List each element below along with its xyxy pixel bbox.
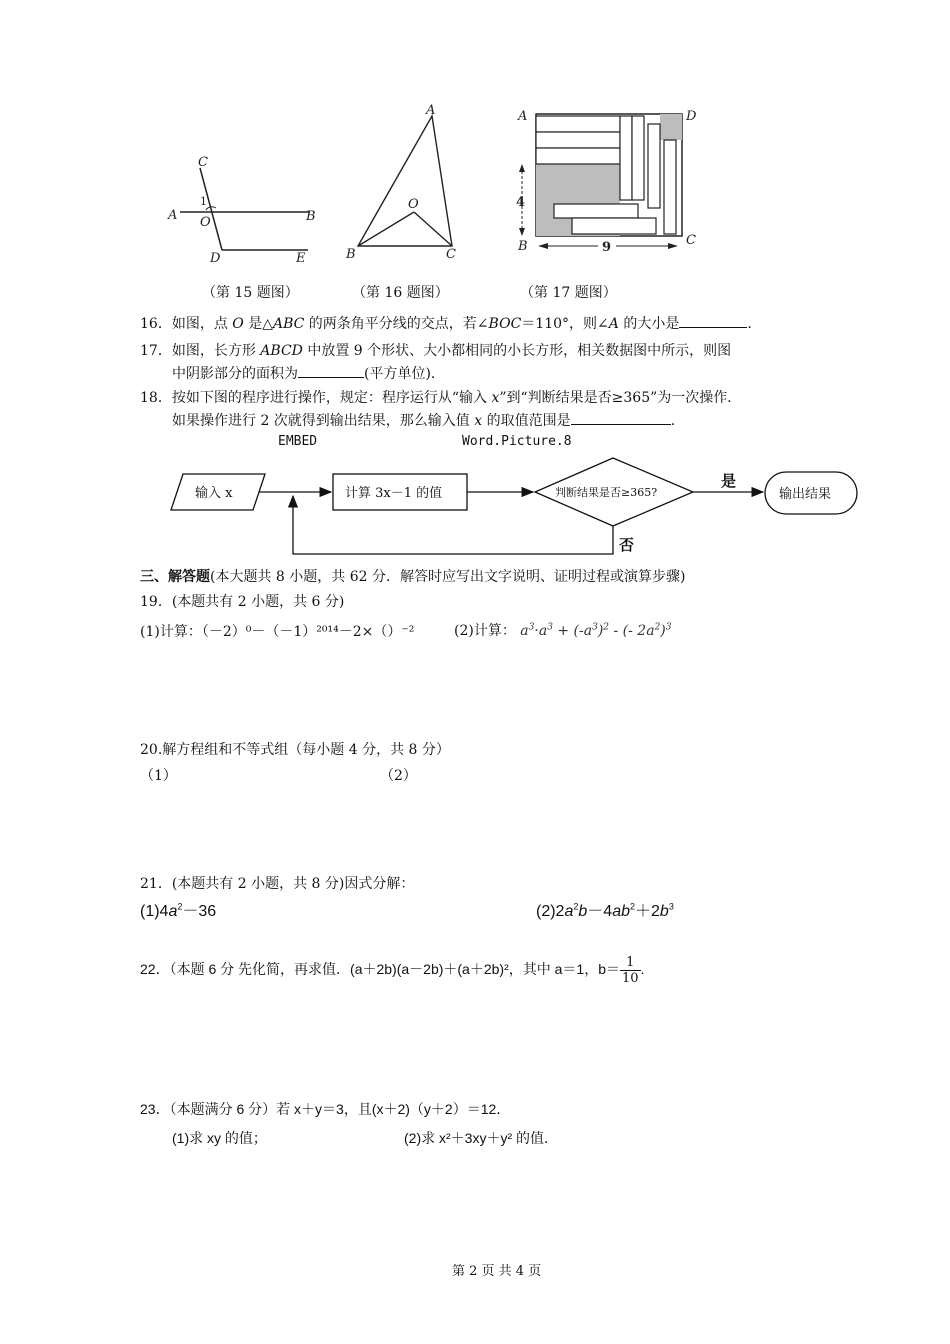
q19-part-2-label: (2)计算： [454, 623, 516, 639]
q19-part-1: (1)计算：（－2）⁰－（－1）²⁰¹⁴－2×（）⁻² [140, 624, 415, 640]
fig17-label-a: A [518, 109, 528, 124]
q21-p2-ab: ab [612, 903, 630, 920]
q18-line2-x: x [474, 413, 483, 429]
question-18-line2 [172, 410, 675, 430]
fig17-label-d: D [686, 109, 697, 124]
q22-end: . [640, 961, 645, 978]
q20-part-1: （1） [140, 768, 177, 784]
q18-line2-2: 的取值范围是 [482, 413, 571, 429]
q23-part-2: (2)求 x²＋3xy＋y² 的值． [404, 1130, 558, 1146]
question-18 [140, 387, 741, 407]
flowchart-input-label: 输入 x [195, 486, 233, 501]
fig16-caption: （第 16 题图） [352, 285, 449, 301]
q23-part-1: (1)求 xy 的值； [172, 1130, 267, 1146]
fig16-label-b: B [346, 247, 356, 262]
q17-line2-1: 中阴影部分的面积为 [172, 366, 298, 382]
flowchart-yes-label: 是 [721, 472, 737, 490]
q17-line2-2: (平方单位)． [364, 366, 445, 382]
figure-16 [340, 100, 470, 265]
fig15-label-e: E [296, 251, 306, 266]
fig17-caption: （第 17 题图） [520, 285, 617, 301]
q16-o: O [232, 316, 244, 332]
section-3-desc: (本大题共 8 小题，共 62 分．解答时应写出文字说明、证明过程或演算步骤) [210, 569, 686, 585]
q16-boc: BOC [488, 316, 522, 332]
fig15-label-b: B [306, 209, 316, 224]
q21-p2-pre: (2)2 [536, 903, 565, 920]
q16-text-1: 如图，点 [171, 316, 233, 332]
q20-part-2: （2） [380, 768, 417, 784]
q21-part-1: $(1)4a^2-36$ [140, 901, 217, 920]
q17-text-2: 中放置 9 个形状、大小都相同的小长方形，相关数据图中所示，则图 [302, 343, 732, 359]
q21-p2-b3: b [659, 903, 669, 920]
fig15-caption: （第 15 题图） [202, 285, 299, 301]
q22-number: 22． [140, 961, 170, 978]
q18-text-1: 按如下图的程序进行操作，规定：程序运行从“输入 [171, 390, 492, 406]
q18-x: x [491, 390, 500, 406]
q21-p2-mid2: ＋2 [635, 903, 660, 920]
q18-text-2: ”到“判断结果是否≥365”为一次操作． [499, 390, 742, 406]
q21-p2-mid: －4 [587, 903, 613, 920]
flowchart-output-label: 输出结果 [779, 487, 832, 502]
q18-line2-1: 如果操作进行 2 次就得到输出结果，那么输入值 [172, 413, 475, 429]
flowchart-judge-label: 判断结果是否≥365? [555, 486, 658, 499]
fig15-label-o: O [200, 215, 211, 230]
q21-p2-a: a [564, 903, 574, 920]
q16-a: A [608, 316, 619, 332]
q17-text-1: 如图，长方形 [171, 343, 261, 359]
q21-header: 21．(本题共有 2 小题，共 8 分)因式分解： [140, 876, 415, 892]
section-3-title: 三、解答题 [140, 569, 210, 585]
fig17-label-4: 4 [516, 195, 526, 210]
q19-part-2 [454, 620, 672, 640]
fig15-label-d: D [210, 251, 221, 266]
q18-answer-blank[interactable] [571, 412, 671, 425]
fig17-label-c: C [686, 233, 696, 248]
fig16-label-o: O [408, 197, 419, 212]
question-17-line2 [172, 363, 445, 383]
fig15-label-c: C [198, 155, 208, 170]
fig17-label-9: 9 [602, 240, 612, 255]
q16-text-4: ＝110°，则∠ [521, 316, 609, 332]
fig15-label-1: 1 [200, 195, 207, 208]
fig16-label-a: A [426, 103, 436, 118]
q19-header: 19．(本题共有 2 小题，共 6 分) [140, 594, 345, 610]
flowchart [165, 452, 865, 562]
q22-fraction [620, 955, 641, 986]
q20-header: 20.解方程组和不等式组（每小题 4 分，共 8 分） [140, 742, 450, 758]
q16-abc: ABC [272, 316, 305, 332]
q17-number: 17． [140, 343, 172, 359]
q17-abcd: ABCD [260, 343, 303, 359]
fig15-label-a: A [168, 208, 178, 223]
figure-15 [160, 140, 330, 270]
question-22 [140, 955, 644, 986]
q17-answer-blank[interactable] [298, 365, 364, 378]
q21-p1-pre: (1)4 [140, 903, 169, 920]
embed-field-right: Word.Picture.8 [462, 434, 572, 449]
section-3-heading [140, 566, 685, 586]
q22-frac-num: 1 [620, 955, 641, 971]
flowchart-compute-label: 计算 3x－1 的值 [345, 486, 443, 501]
page-footer: 第 2 页 共 4 页 [452, 1264, 542, 1279]
question-23 [140, 1099, 510, 1119]
q22-frac-den: 10 [622, 971, 639, 986]
q16-text-2: 是△ [243, 316, 273, 332]
fig16-label-c: C [446, 247, 456, 262]
q18-number: 18． [140, 390, 172, 406]
q16-number: 16． [140, 316, 172, 332]
q16-end: . [747, 316, 752, 332]
question-16 [140, 313, 752, 333]
q16-text-3: 的两条角平分线的交点，若∠ [304, 316, 489, 332]
q21-p1-post: －36 [182, 903, 217, 920]
flowchart-no-label: 否 [619, 536, 635, 554]
fig17-label-b: B [518, 239, 528, 254]
q16-text-5: 的大小是 [618, 316, 680, 332]
q21-part-2: $(2)2a^2b-4ab^2+2b^3$ [536, 901, 674, 920]
q18-end: . [670, 413, 676, 429]
q21-p2-b: b [578, 903, 588, 920]
q21-p1-a: a [168, 903, 178, 920]
q16-answer-blank[interactable] [679, 315, 747, 328]
q19-part-2-formula: $a^3\cdot a^3 + (-a^3)^2$ - (- $2a^2)^3$ [520, 622, 672, 639]
q22-text: （本题 6 分 先化简，再求值．(a＋2b)(a－2b)＋(a＋2b)²，其中 a＝1，b＝ [169, 961, 620, 978]
q23-text: （本题满分 6 分）若 x＋y＝3，且(x＋2)（y＋2）＝12． [169, 1101, 511, 1117]
question-17 [140, 340, 731, 360]
embed-field-left: EMBED [278, 434, 318, 449]
figure-17 [510, 100, 710, 260]
q23-number: 23． [140, 1101, 170, 1117]
